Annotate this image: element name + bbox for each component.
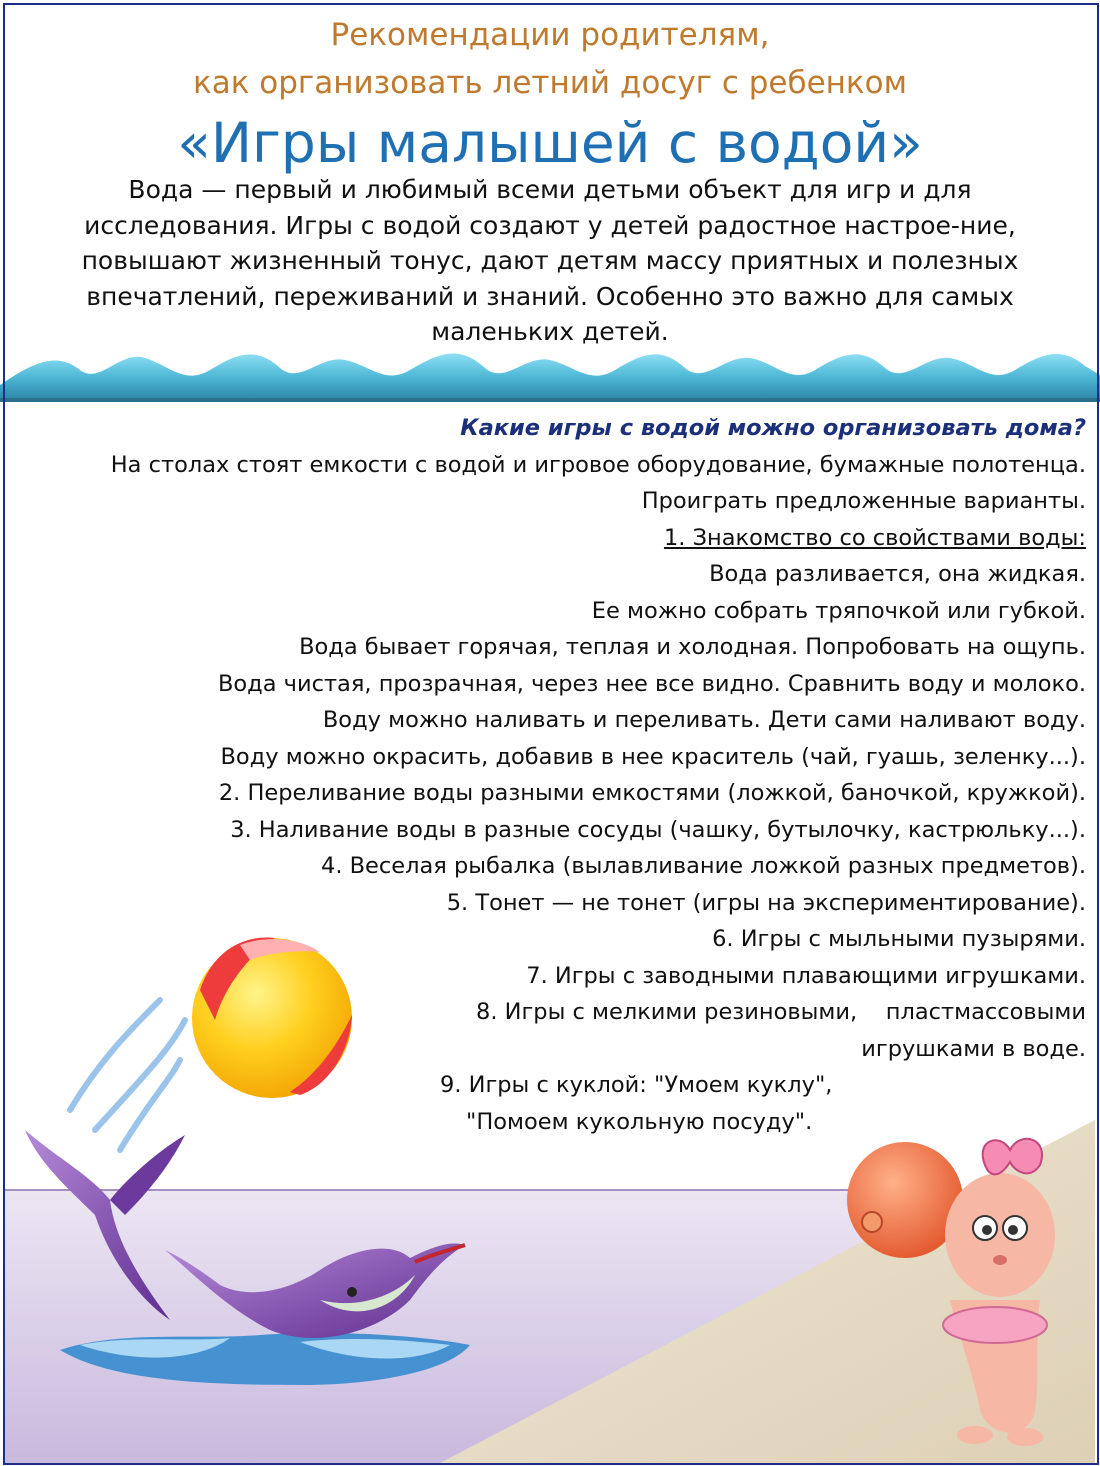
- intro-line: Вода — первый и любимый всеми детьми объект для игр и для: [128, 175, 972, 204]
- intro-line: впечатлений, переживаний и знаний. Особенно это важно для самых: [86, 281, 1014, 311]
- setup-line: На столах стоят емкости с водой и игровое оборудование, бумажные полотенца.: [110, 451, 1086, 478]
- page-title: «Игры малышей с водой»: [177, 111, 923, 175]
- subtitle-line-1: Рекомендации родителям,: [330, 17, 770, 53]
- property-item: Воду можно окрасить, добавив в нее краситель (чай, гуашь, зеленку...).: [220, 743, 1086, 770]
- game-item: игрушками в воде.: [861, 1035, 1086, 1062]
- game-item: 2. Переливание воды разными емкостями (ложкой, баночкой, кружкой).: [218, 780, 1086, 806]
- property-item: Вода чистая, прозрачная, через нее все видно. Сравнить воду и молоко.: [217, 670, 1086, 697]
- intro-paragraph: [40, 172, 1060, 350]
- game-item: 8. Игры с мелкими резиновыми, пластмассовыми: [476, 999, 1086, 1025]
- property-item: Воду можно наливать и переливать. Дети сами наливают воду.: [322, 707, 1086, 733]
- section-heading: 1. Знакомство со свойствами воды:: [663, 524, 1086, 551]
- game-item: 3. Наливание воды в разные сосуды (чашку, бутылочку, кастрюльку...).: [230, 816, 1086, 843]
- setup-line: Проиграть предложенные варианты.: [641, 488, 1086, 514]
- property-item: Вода бывает горячая, теплая и холодная. Попробовать на ощупь.: [299, 634, 1086, 660]
- question-heading: Какие игры с водой можно организовать дома?: [460, 415, 1086, 441]
- subtitle-line-2: как организовать летний досуг с ребенком: [192, 65, 907, 101]
- property-item: Ее можно собрать тряпочкой или губкой.: [591, 597, 1086, 624]
- intro-line: повышают жизненный тонус, дают детям массу приятных и полезных: [81, 246, 1019, 275]
- property-item: Вода разливается, она жидкая.: [709, 561, 1086, 587]
- intro-line: исследования. Игры с водой создают у детей радостное настрое-ние,: [84, 210, 1016, 240]
- game-item: 7. Игры с заводными плавающими игрушками.: [526, 962, 1086, 989]
- games-content: [6, 410, 1086, 1140]
- game-item: 6. Игры с мыльными пузырями.: [712, 926, 1086, 952]
- intro-line: маленьких детей.: [431, 317, 669, 346]
- game-item: 5. Тонет — не тонет (игры на экспериментирование).: [446, 889, 1086, 916]
- game-item: 4. Веселая рыбалка (вылавливание ложкой разных предметов).: [321, 853, 1086, 879]
- game-item: "Помоем кукольную посуду".: [466, 1108, 813, 1135]
- game-item: 9. Игры с куклой: "Умоем куклу",: [440, 1072, 833, 1098]
